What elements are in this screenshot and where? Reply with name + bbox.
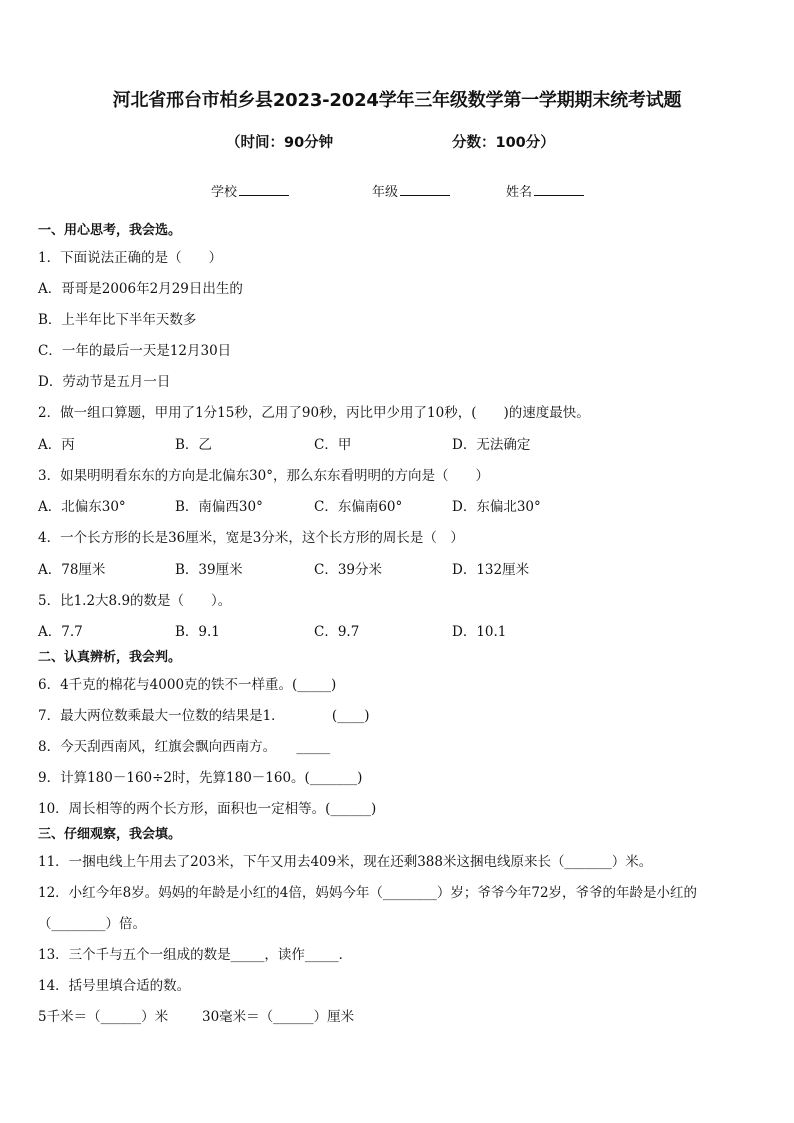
school-field[interactable] (211, 181, 289, 200)
name-field[interactable] (506, 181, 584, 200)
question-7[interactable]: 7．最大两位数乘最大一位数的结果是1． (____) (38, 708, 370, 724)
question-10[interactable]: 10．周长相等的两个长方形，面积也一定相等。(______) (38, 801, 377, 817)
section-1-heading: 一、用心思考，我会选。 (38, 223, 182, 238)
question-5: 5．比1.2大8.9的数是（ ）。 (38, 593, 232, 609)
question-3-option-d[interactable]: D．东偏北30° (452, 499, 541, 515)
page-title: 河北省邢台市柏乡县2023-2024学年三年级数学第一学期期末统考试题 (112, 90, 682, 111)
grade-label: 年级 (372, 185, 399, 200)
question-4: 4．一个长方形的长是36厘米，宽是3分米，这个长方形的周长是（ ） (38, 530, 464, 546)
question-3-option-a[interactable]: A．北偏东30° (38, 499, 126, 515)
question-2-option-c[interactable]: C．甲 (314, 437, 352, 453)
question-14: 14．括号里填合适的数。 (38, 978, 191, 994)
question-5-option-a[interactable]: A．7.7 (38, 624, 83, 640)
question-4-option-a[interactable]: A．78厘米 (38, 562, 106, 578)
exam-time: （时间：90分钟 (226, 135, 334, 151)
question-1-option-c[interactable]: C．一年的最后一天是12月30日 (38, 343, 232, 359)
grade-blank[interactable] (400, 183, 450, 196)
question-12-line-1[interactable]: 12．小红今年8岁。妈妈的年龄是小红的4倍，妈妈今年（________）岁；爷爷今年72岁，爷爷的年龄是小红的 (38, 885, 698, 901)
question-3-option-b[interactable]: B．南偏西30° (175, 499, 263, 515)
question-4-option-d[interactable]: D．132厘米 (452, 562, 530, 578)
grade-field[interactable] (372, 181, 450, 200)
section-2-heading: 二、认真辨析，我会判。 (38, 650, 182, 665)
question-1: 1．下面说法正确的是（ ） (38, 250, 223, 266)
question-3-option-c[interactable]: C．东偏南60° (314, 499, 403, 515)
question-2-option-a[interactable]: A．丙 (38, 437, 75, 453)
name-blank[interactable] (534, 183, 584, 196)
question-2-option-b[interactable]: B．乙 (175, 437, 212, 453)
question-14-part-b[interactable]: 30毫米＝（______）厘米 (202, 1009, 355, 1025)
question-1-option-a[interactable]: A．哥哥是2006年2月29日出生的 (38, 281, 243, 297)
name-label: 姓名 (506, 185, 533, 200)
question-5-option-c[interactable]: C．9.7 (314, 624, 360, 640)
question-4-option-c[interactable]: C．39分米 (314, 562, 383, 578)
school-label: 学校 (211, 185, 238, 200)
question-4-option-b[interactable]: B．39厘米 (175, 562, 243, 578)
question-9[interactable]: 9．计算180－160÷2时，先算180－160。(_______) (38, 770, 363, 786)
question-5-option-b[interactable]: B．9.1 (175, 624, 220, 640)
question-2-option-d[interactable]: D．无法确定 (452, 437, 531, 453)
question-14-part-a[interactable]: 5千米＝（______）米 (38, 1009, 169, 1025)
question-1-option-b[interactable]: B．上半年比下半年天数多 (38, 312, 197, 328)
section-3-heading: 三、仔细观察，我会填。 (38, 827, 182, 842)
exam-score: 分数：100分） (452, 135, 555, 151)
question-13[interactable]: 13．三个千与五个一组成的数是_____，读作_____． (38, 947, 353, 963)
question-6[interactable]: 6．4千克的棉花与4000克的铁不一样重。(_____) (38, 677, 337, 693)
question-1-option-d[interactable]: D．劳动节是五月一日 (38, 374, 171, 390)
question-2: 2．做一组口算题，甲用了1分15秒，乙用了90秒，丙比甲少用了10秒，( )的速度最快。 (38, 405, 590, 421)
question-3: 3．如果明明看东东的方向是北偏东30°，那么东东看明明的方向是（ ） (38, 468, 490, 484)
question-11[interactable]: 11．一捆电线上午用去了203米，下午又用去409米，现在还剩388米这捆电线原来长（_______）米。 (38, 854, 653, 870)
question-12-line-2[interactable]: （________）倍。 (38, 916, 146, 932)
school-blank[interactable] (239, 183, 289, 196)
question-5-option-d[interactable]: D．10.1 (452, 624, 507, 640)
question-8[interactable]: 8．今天刮西南风，红旗会飘向西南方。 _____ (38, 739, 331, 755)
